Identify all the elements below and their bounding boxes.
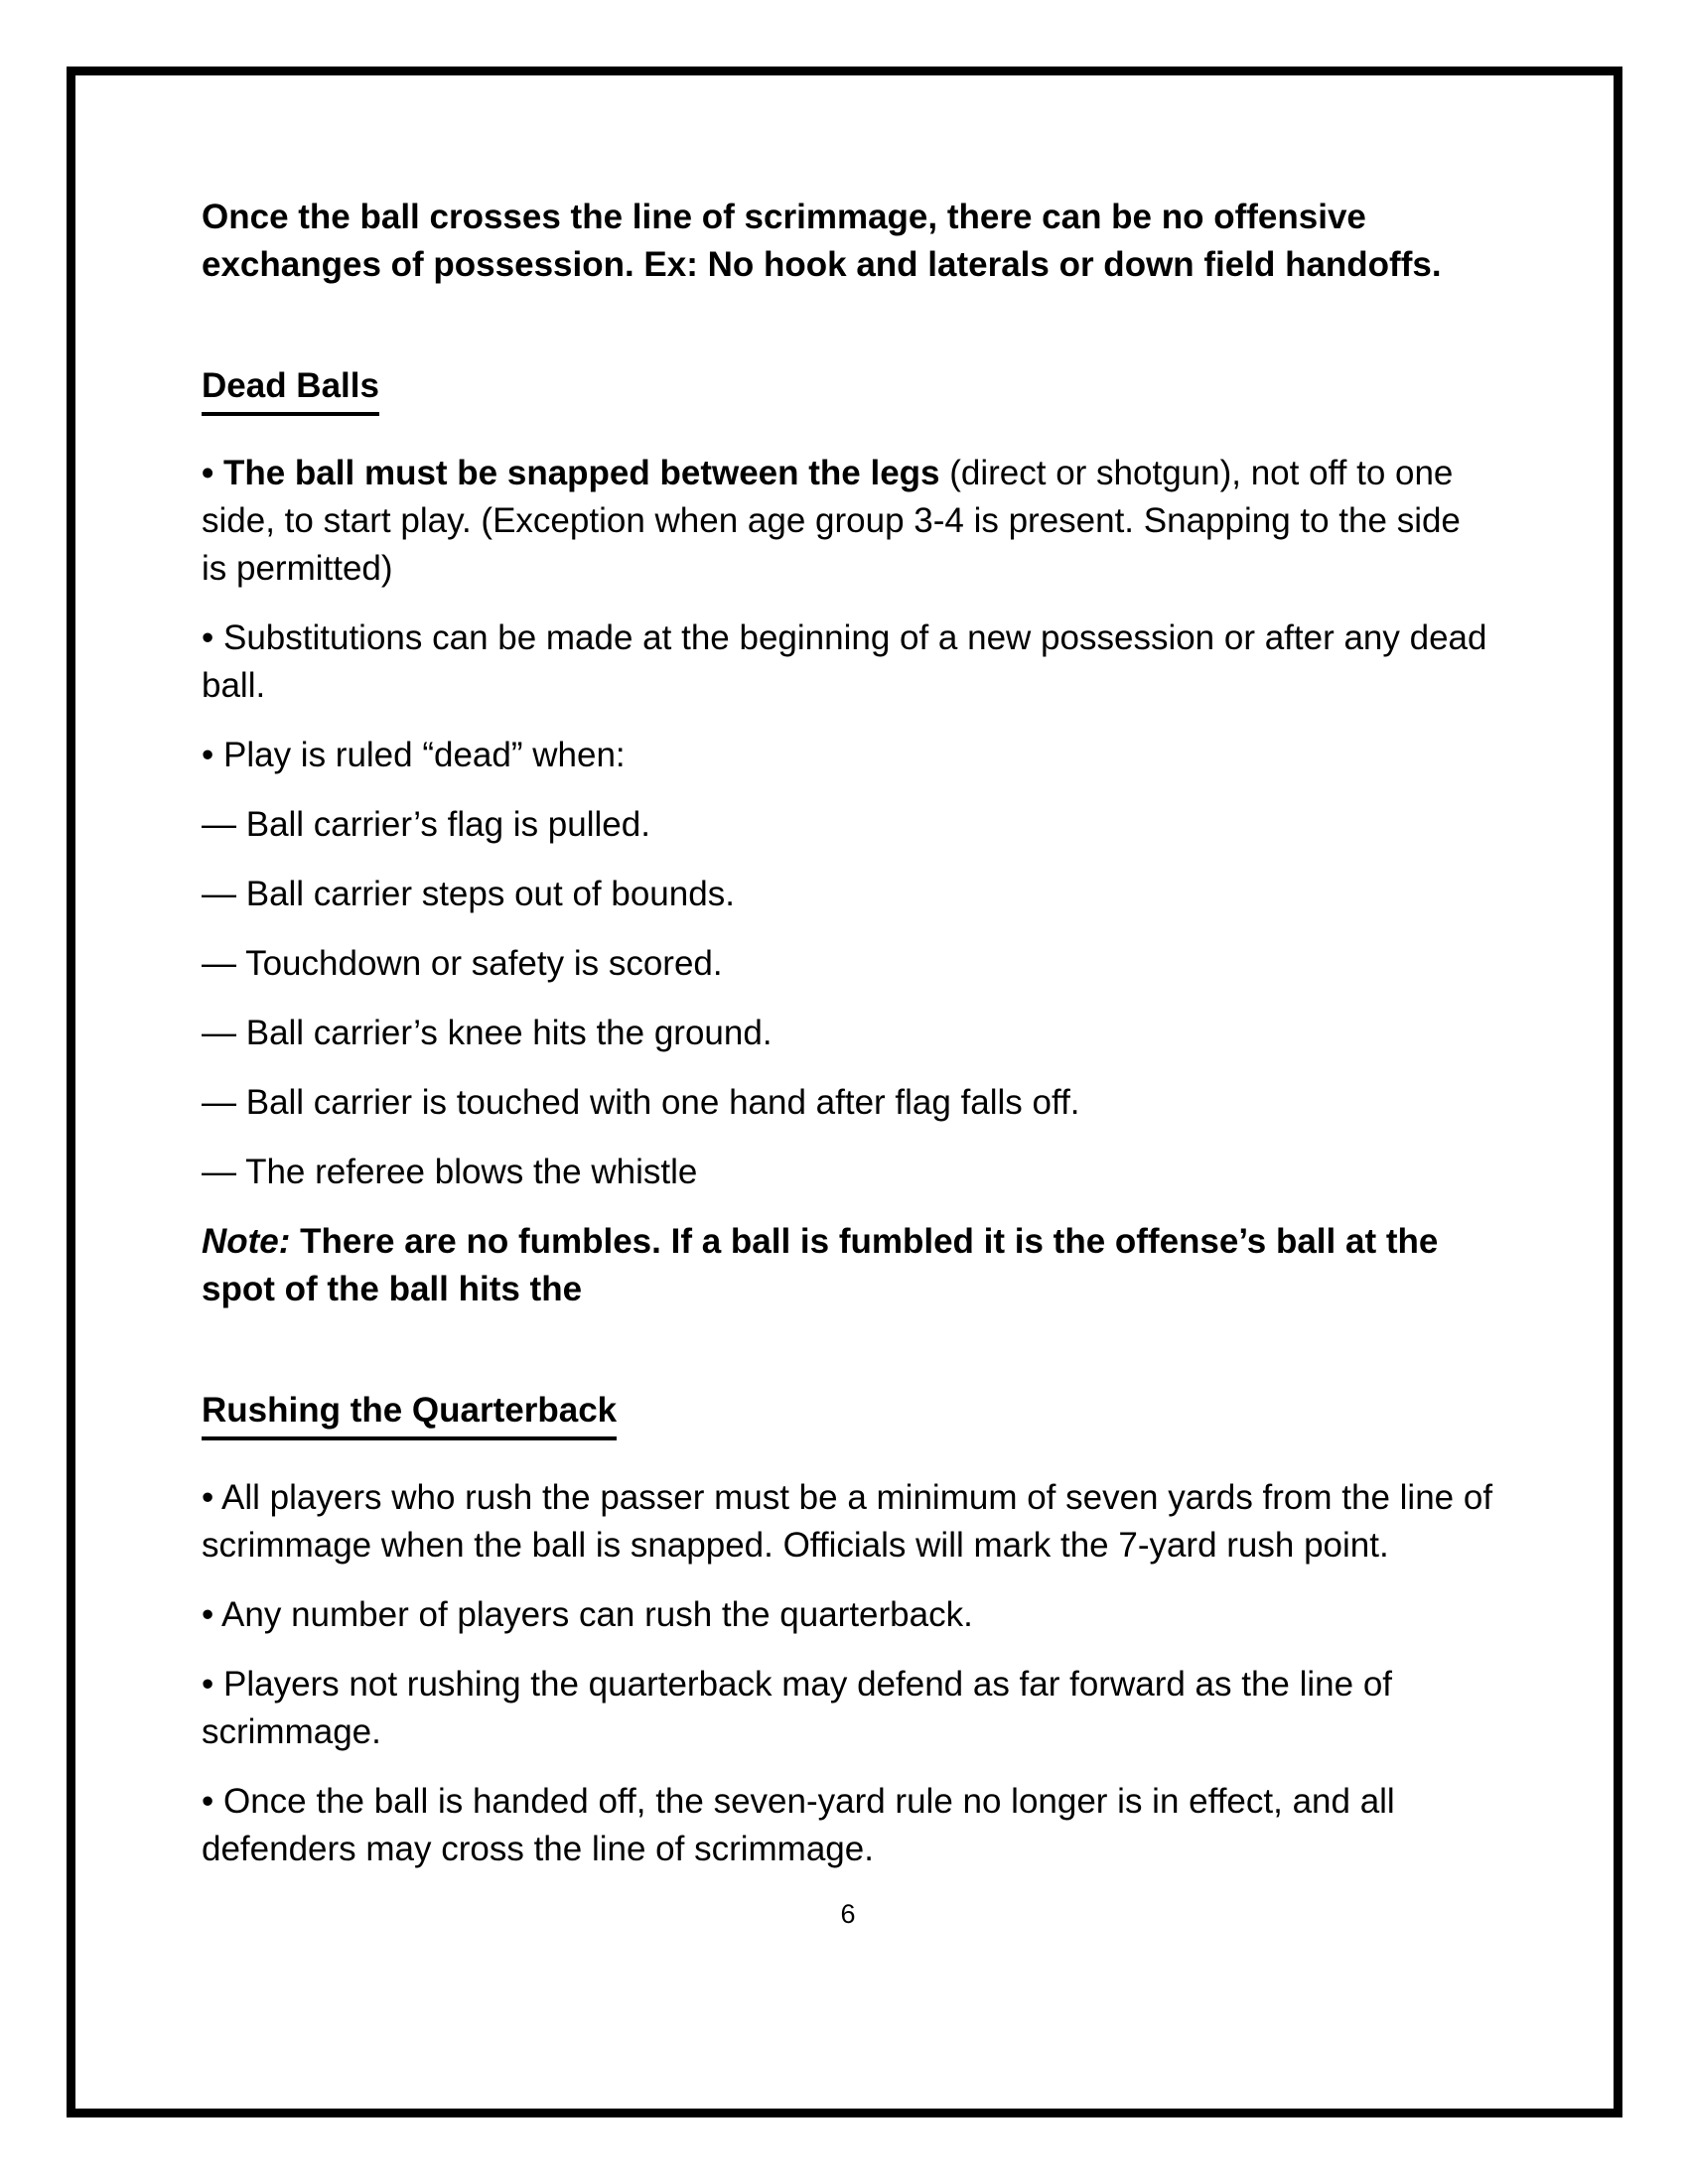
- bullet-snap-bold-text: • The ball must be snapped between the legs: [202, 454, 940, 492]
- note-paragraph: [202, 1218, 1494, 1313]
- dead-condition-touchdown-safety: — Touchdown or safety is scored.: [202, 944, 723, 983]
- bullet-snap: [202, 450, 1494, 593]
- note-text: There are no fumbles. If a ball is fumbled it is the offense’s ball at the spot of the ball hits the: [202, 1222, 1439, 1308]
- rushing-heading-text: Rushing the Quarterback: [202, 1387, 617, 1440]
- dead-balls-heading: [202, 362, 1614, 416]
- page-border-frame: [67, 67, 1622, 2117]
- bullet-play-dead: • Play is ruled “dead” when:: [202, 736, 626, 774]
- dead-condition-knee-ground: — Ball carrier’s knee hits the ground.: [202, 1014, 773, 1052]
- page-content: [75, 75, 1614, 1929]
- dead-condition-flag-pulled: — Ball carrier’s flag is pulled.: [202, 805, 650, 844]
- rushing-bullet-any-number: • Any number of players can rush the quarterback.: [202, 1595, 973, 1634]
- rushing-bullet-seven-yards: • All players who rush the passer must be a minimum of seven yards from the line of scrimmage when the ball is snapped. Officials will mark the 7-yard rush point.: [202, 1478, 1493, 1565]
- dead-condition-one-hand-touch: — Ball carrier is touched with one hand after flag falls off.: [202, 1083, 1080, 1122]
- dead-condition-whistle: — The referee blows the whistle: [202, 1153, 698, 1191]
- page-number: 6: [840, 1899, 856, 1929]
- rushing-bullet-not-rushing: • Players not rushing the quarterback may defend as far forward as the line of scrimmage.: [202, 1665, 1393, 1751]
- dead-balls-heading-text: Dead Balls: [202, 362, 379, 416]
- bullet-substitutions: • Substitutions can be made at the beginning of a new possession or after any dead ball.: [202, 618, 1487, 705]
- bullet-snap-rest-text: (direct or shotgun), not off to one side, to start play. (Exception when age group 3-4 is present. Snapping to the side is permitted): [202, 454, 1461, 588]
- rushing-bullet-handed-off: • Once the ball is handed off, the seven-yard rule no longer is in effect, and all defenders may cross the line of scrimmage.: [202, 1782, 1395, 1868]
- rushing-heading: [202, 1387, 1614, 1440]
- note-label: Note:: [202, 1222, 291, 1261]
- intro-paragraph: Once the ball crosses the line of scrimmage, there can be no offensive exchanges of possession. Ex: No hook and laterals or down field handoffs.: [202, 198, 1442, 284]
- dead-condition-out-of-bounds: — Ball carrier steps out of bounds.: [202, 875, 735, 913]
